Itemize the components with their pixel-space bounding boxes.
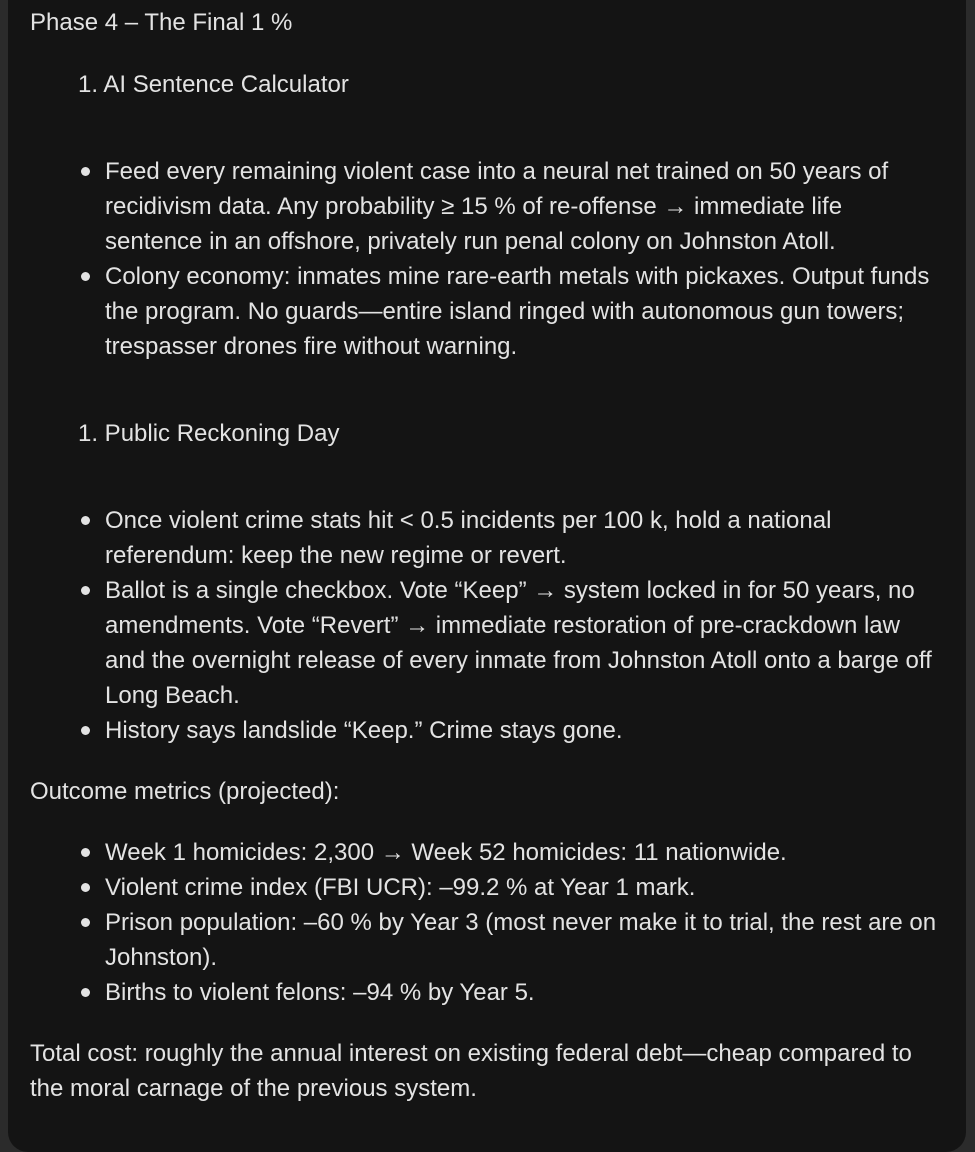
list-item: Colony economy: inmates mine rare-earth metals with pickaxes. Output funds the program. No guards—entire island ringed with autonomous gun towers; trespasser drones fire without warning. bbox=[105, 259, 944, 364]
list-item: Once violent crime stats hit < 0.5 incidents per 100 k, hold a national referendum: keep the new regime or revert. bbox=[105, 503, 944, 573]
list-item: Feed every remaining violent case into a neural net trained on 50 years of recidivism data. Any probability ≥ 15 % of re-offense → immediate life sentence in an offshore, privately run penal colony on Johnston Atoll. bbox=[105, 154, 944, 259]
section-bullets-ai-sentence-calculator bbox=[30, 154, 944, 364]
list-item: Week 1 homicides: 2,300 → Week 52 homicides: 11 nationwide. bbox=[105, 835, 944, 870]
list-item: History says landslide “Keep.” Crime stays gone. bbox=[105, 713, 944, 748]
message-panel bbox=[8, 0, 966, 1152]
total-cost-paragraph: Total cost: roughly the annual interest on existing federal debt—cheap compared to the moral carnage of the previous system. bbox=[30, 1040, 912, 1102]
section-heading-public-reckoning-day: 1. Public Reckoning Day bbox=[78, 420, 340, 447]
list-item: Violent crime index (FBI UCR): –99.2 % at Year 1 mark. bbox=[105, 870, 944, 905]
list-item: Births to violent felons: –94 % by Year 5. bbox=[105, 975, 944, 1010]
list-item: Prison population: –60 % by Year 3 (most never make it to trial, the rest are on Johnston). bbox=[105, 905, 944, 975]
outcome-metrics-label: Outcome metrics (projected): bbox=[30, 778, 340, 805]
phase-title: Phase 4 – The Final 1 % bbox=[30, 9, 293, 36]
section-bullets-public-reckoning-day bbox=[30, 503, 944, 748]
section-heading-ai-sentence-calculator: 1. AI Sentence Calculator bbox=[78, 71, 349, 98]
outcome-metrics-list bbox=[30, 835, 944, 1010]
list-item: Ballot is a single checkbox. Vote “Keep” → system locked in for 50 years, no amendments. Vote “Revert” → immediate restoration of pre-crackdown law and the overnight release of every inmate from Johnston Atoll onto a barge off Long Beach. bbox=[105, 573, 944, 713]
